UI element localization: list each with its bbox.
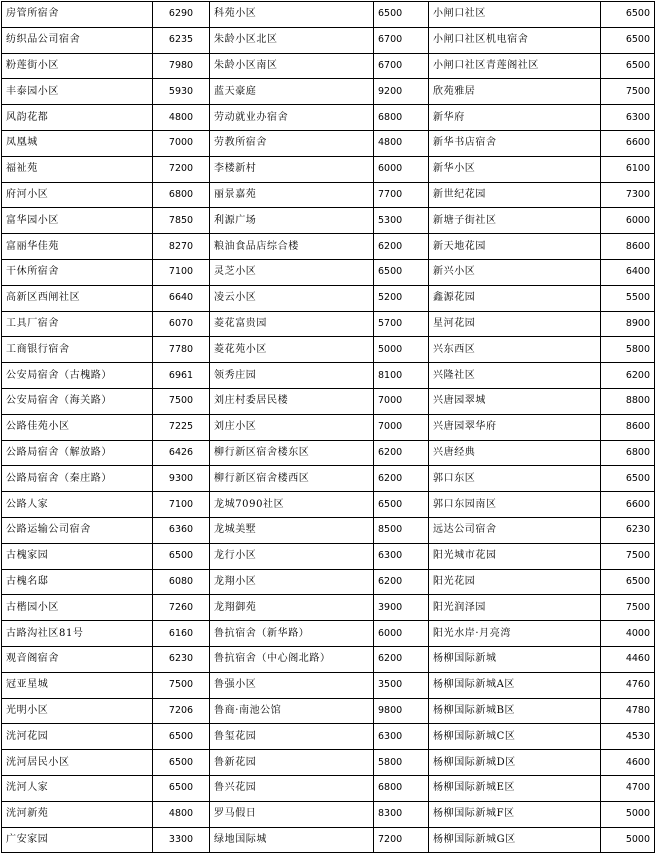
- price-cell: 3300: [153, 827, 210, 853]
- community-name-cell: 鲁玺花园: [210, 724, 374, 750]
- community-name-cell: 公路局宿舍（秦庄路）: [2, 466, 153, 492]
- price-cell: 9300: [153, 466, 210, 492]
- community-name-cell: 新世纪花园: [429, 182, 601, 208]
- price-cell: 9200: [374, 79, 429, 105]
- price-cell: 5930: [153, 79, 210, 105]
- community-name-cell: 阳光水岸·月亮湾: [429, 621, 601, 647]
- community-name-cell: 郭口东园南区: [429, 492, 601, 518]
- price-cell: 4800: [153, 801, 210, 827]
- price-cell: 7100: [153, 259, 210, 285]
- table-row: [2, 466, 655, 492]
- community-name-cell: 劳动就业办宿舍: [210, 105, 374, 131]
- price-cell: 6500: [153, 775, 210, 801]
- price-cell: 7260: [153, 595, 210, 621]
- price-cell: 7500: [601, 543, 655, 569]
- price-cell: 6000: [374, 621, 429, 647]
- community-name-cell: 龙城7090社区: [210, 492, 374, 518]
- price-cell: 6360: [153, 517, 210, 543]
- price-cell: 6800: [374, 105, 429, 131]
- table-row: [2, 79, 655, 105]
- table-row: [2, 130, 655, 156]
- price-cell: 6800: [601, 440, 655, 466]
- price-cell: 4800: [374, 130, 429, 156]
- table-row: [2, 543, 655, 569]
- price-cell: 7300: [601, 182, 655, 208]
- community-name-cell: 纺织品公司宿舍: [2, 27, 153, 53]
- price-cell: 7500: [153, 388, 210, 414]
- table-row: [2, 234, 655, 260]
- community-name-cell: 兴唐园翠华府: [429, 414, 601, 440]
- community-name-cell: 龙翔御苑: [210, 595, 374, 621]
- price-cell: 8600: [601, 234, 655, 260]
- table-row: [2, 388, 655, 414]
- community-name-cell: 凤凰城: [2, 130, 153, 156]
- community-name-cell: 兴唐园翠城: [429, 388, 601, 414]
- price-cell: 4760: [601, 672, 655, 698]
- community-name-cell: 龙翔小区: [210, 569, 374, 595]
- price-cell: 7000: [374, 414, 429, 440]
- table-row: [2, 517, 655, 543]
- community-name-cell: 菱花富贵园: [210, 311, 374, 337]
- price-cell: 6080: [153, 569, 210, 595]
- price-cell: 8600: [601, 414, 655, 440]
- price-cell: 4530: [601, 724, 655, 750]
- price-table-sheet: [1, 1, 654, 845]
- price-cell: 6500: [601, 27, 655, 53]
- community-name-cell: 新兴小区: [429, 259, 601, 285]
- table-row: [2, 156, 655, 182]
- table-row: [2, 621, 655, 647]
- community-name-cell: 灵芝小区: [210, 259, 374, 285]
- community-name-cell: 府河小区: [2, 182, 153, 208]
- price-cell: 6500: [601, 53, 655, 79]
- price-cell: 6500: [601, 2, 655, 28]
- community-name-cell: 古槐名邸: [2, 569, 153, 595]
- price-cell: 6200: [374, 569, 429, 595]
- price-cell: 5500: [601, 285, 655, 311]
- price-cell: 7200: [153, 156, 210, 182]
- table-row: [2, 363, 655, 389]
- price-cell: 4460: [601, 646, 655, 672]
- price-cell: 6600: [601, 492, 655, 518]
- community-name-cell: 观音阁宿舍: [2, 646, 153, 672]
- community-name-cell: 朱龄小区北区: [210, 27, 374, 53]
- price-cell: 8500: [374, 517, 429, 543]
- community-name-cell: 富华园小区: [2, 208, 153, 234]
- community-name-cell: 洸河新苑: [2, 801, 153, 827]
- price-cell: 6300: [601, 105, 655, 131]
- price-cell: 5700: [374, 311, 429, 337]
- price-cell: 3500: [374, 672, 429, 698]
- table-row: [2, 53, 655, 79]
- community-name-cell: 光明小区: [2, 698, 153, 724]
- community-name-cell: 富丽华佳苑: [2, 234, 153, 260]
- price-cell: 7000: [374, 388, 429, 414]
- price-cell: 6230: [601, 517, 655, 543]
- table-row: [2, 337, 655, 363]
- community-name-cell: 鲁商·南池公馆: [210, 698, 374, 724]
- community-name-cell: 公安局宿舍（海关路）: [2, 388, 153, 414]
- community-name-cell: 公安局宿舍（古槐路）: [2, 363, 153, 389]
- community-name-cell: 公路运输公司宿舍: [2, 517, 153, 543]
- price-cell: 7206: [153, 698, 210, 724]
- price-cell: 6160: [153, 621, 210, 647]
- price-cell: 6500: [601, 569, 655, 595]
- table-row: [2, 208, 655, 234]
- community-name-cell: 粉莲街小区: [2, 53, 153, 79]
- price-cell: 7980: [153, 53, 210, 79]
- price-cell: 6000: [601, 208, 655, 234]
- community-name-cell: 古楷园小区: [2, 595, 153, 621]
- table-row: [2, 105, 655, 131]
- community-name-cell: 柳行新区宿舍楼西区: [210, 466, 374, 492]
- table-row: [2, 801, 655, 827]
- community-name-cell: 龙行小区: [210, 543, 374, 569]
- community-name-cell: 远达公司宿舍: [429, 517, 601, 543]
- price-cell: 7000: [153, 130, 210, 156]
- price-cell: 6600: [601, 130, 655, 156]
- price-cell: 8100: [374, 363, 429, 389]
- community-name-cell: 欣苑雅居: [429, 79, 601, 105]
- community-name-cell: 新华府: [429, 105, 601, 131]
- table-row: [2, 750, 655, 776]
- community-name-cell: 冠亚星城: [2, 672, 153, 698]
- community-name-cell: 房管所宿舍: [2, 2, 153, 28]
- community-name-cell: 阳光润泽园: [429, 595, 601, 621]
- table-row: [2, 775, 655, 801]
- price-table: [1, 1, 655, 853]
- price-cell: 9800: [374, 698, 429, 724]
- table-row: [2, 646, 655, 672]
- price-cell: 6500: [374, 492, 429, 518]
- community-name-cell: 利源广场: [210, 208, 374, 234]
- community-name-cell: 小闸口社区青莲阁社区: [429, 53, 601, 79]
- community-name-cell: 鲁新花园: [210, 750, 374, 776]
- community-name-cell: 丽景嘉苑: [210, 182, 374, 208]
- community-name-cell: 杨柳国际新城C区: [429, 724, 601, 750]
- price-cell: 5200: [374, 285, 429, 311]
- community-name-cell: 福祉苑: [2, 156, 153, 182]
- community-name-cell: 新华小区: [429, 156, 601, 182]
- community-name-cell: 鲁强小区: [210, 672, 374, 698]
- community-name-cell: 新华书店宿舍: [429, 130, 601, 156]
- price-cell: 6500: [153, 724, 210, 750]
- price-cell: 6290: [153, 2, 210, 28]
- community-name-cell: 凌云小区: [210, 285, 374, 311]
- price-cell: 6500: [374, 2, 429, 28]
- price-cell: 6800: [374, 775, 429, 801]
- community-name-cell: 杨柳国际新城: [429, 646, 601, 672]
- community-name-cell: 新塘子街社区: [429, 208, 601, 234]
- community-name-cell: 鲁抗宿舍（中心阁北路）: [210, 646, 374, 672]
- price-cell: 6200: [374, 440, 429, 466]
- community-name-cell: 星河花园: [429, 311, 601, 337]
- community-name-cell: 公路人家: [2, 492, 153, 518]
- community-name-cell: 菱花苑小区: [210, 337, 374, 363]
- community-name-cell: 杨柳国际新城B区: [429, 698, 601, 724]
- price-cell: 5300: [374, 208, 429, 234]
- community-name-cell: 绿地国际城: [210, 827, 374, 853]
- price-cell: 7780: [153, 337, 210, 363]
- table-row: [2, 698, 655, 724]
- price-cell: 6500: [601, 466, 655, 492]
- community-name-cell: 柳行新区宿舍楼东区: [210, 440, 374, 466]
- price-cell: 4600: [601, 750, 655, 776]
- community-name-cell: 杨柳国际新城E区: [429, 775, 601, 801]
- community-name-cell: 阳光花园: [429, 569, 601, 595]
- table-row: [2, 27, 655, 53]
- community-name-cell: 劳教所宿舍: [210, 130, 374, 156]
- price-cell: 7225: [153, 414, 210, 440]
- community-name-cell: 鑫源花园: [429, 285, 601, 311]
- price-cell: 4780: [601, 698, 655, 724]
- price-cell: 6235: [153, 27, 210, 53]
- community-name-cell: 罗马假日: [210, 801, 374, 827]
- community-name-cell: 粮油食品店综合楼: [210, 234, 374, 260]
- price-cell: 4800: [153, 105, 210, 131]
- price-cell: 7850: [153, 208, 210, 234]
- table-row: [2, 595, 655, 621]
- price-cell: 6200: [601, 363, 655, 389]
- price-cell: 6500: [153, 543, 210, 569]
- table-row: [2, 672, 655, 698]
- price-cell: 6200: [374, 466, 429, 492]
- community-name-cell: 小闸口社区: [429, 2, 601, 28]
- community-name-cell: 公路局宿舍（解放路）: [2, 440, 153, 466]
- community-name-cell: 朱龄小区南区: [210, 53, 374, 79]
- community-name-cell: 郭口东区: [429, 466, 601, 492]
- price-cell: 7200: [374, 827, 429, 853]
- table-row: [2, 492, 655, 518]
- community-name-cell: 高新区西闸社区: [2, 285, 153, 311]
- community-name-cell: 洸河人家: [2, 775, 153, 801]
- community-name-cell: 新天地花园: [429, 234, 601, 260]
- price-cell: 6000: [374, 156, 429, 182]
- price-cell: 6300: [374, 724, 429, 750]
- community-name-cell: 工具厂宿舍: [2, 311, 153, 337]
- table-row: [2, 724, 655, 750]
- table-row: [2, 440, 655, 466]
- community-name-cell: 公路佳苑小区: [2, 414, 153, 440]
- price-cell: 6200: [374, 234, 429, 260]
- community-name-cell: 科苑小区: [210, 2, 374, 28]
- price-cell: 5000: [374, 337, 429, 363]
- community-name-cell: 兴隆社区: [429, 363, 601, 389]
- price-cell: 6700: [374, 53, 429, 79]
- community-name-cell: 杨柳国际新城D区: [429, 750, 601, 776]
- price-cell: 7500: [601, 595, 655, 621]
- price-cell: 7100: [153, 492, 210, 518]
- table-row: [2, 2, 655, 28]
- community-name-cell: 刘庄小区: [210, 414, 374, 440]
- community-name-cell: 杨柳国际新城A区: [429, 672, 601, 698]
- community-name-cell: 古槐家园: [2, 543, 153, 569]
- price-cell: 3900: [374, 595, 429, 621]
- price-cell: 6800: [153, 182, 210, 208]
- community-name-cell: 杨柳国际新城G区: [429, 827, 601, 853]
- community-name-cell: 鲁兴花园: [210, 775, 374, 801]
- price-cell: 8900: [601, 311, 655, 337]
- price-cell: 8300: [374, 801, 429, 827]
- price-cell: 8270: [153, 234, 210, 260]
- community-name-cell: 洸河花园: [2, 724, 153, 750]
- table-row: [2, 182, 655, 208]
- table-row: [2, 285, 655, 311]
- price-cell: 4700: [601, 775, 655, 801]
- community-name-cell: 广安家园: [2, 827, 153, 853]
- community-name-cell: 领秀庄园: [210, 363, 374, 389]
- table-row: [2, 569, 655, 595]
- price-cell: 6200: [374, 646, 429, 672]
- price-cell: 4000: [601, 621, 655, 647]
- community-name-cell: 工商银行宿舍: [2, 337, 153, 363]
- price-cell: 6400: [601, 259, 655, 285]
- table-row: [2, 827, 655, 853]
- community-name-cell: 洸河居民小区: [2, 750, 153, 776]
- table-row: [2, 259, 655, 285]
- price-cell: 5800: [374, 750, 429, 776]
- price-cell: 6500: [374, 259, 429, 285]
- community-name-cell: 兴唐经典: [429, 440, 601, 466]
- price-cell: 5800: [601, 337, 655, 363]
- community-name-cell: 杨柳国际新城F区: [429, 801, 601, 827]
- community-name-cell: 小闸口社区机电宿舍: [429, 27, 601, 53]
- community-name-cell: 鲁抗宿舍（新华路）: [210, 621, 374, 647]
- community-name-cell: 刘庄村委居民楼: [210, 388, 374, 414]
- price-cell: 7500: [153, 672, 210, 698]
- table-row: [2, 311, 655, 337]
- community-name-cell: 干休所宿舍: [2, 259, 153, 285]
- price-cell: 6070: [153, 311, 210, 337]
- community-name-cell: 龙城美墅: [210, 517, 374, 543]
- community-name-cell: 古路沟社区81号: [2, 621, 153, 647]
- price-cell: 6230: [153, 646, 210, 672]
- table-body: [2, 2, 655, 853]
- price-cell: 6961: [153, 363, 210, 389]
- table-row: [2, 414, 655, 440]
- price-cell: 7700: [374, 182, 429, 208]
- community-name-cell: 蓝天豪庭: [210, 79, 374, 105]
- price-cell: 6640: [153, 285, 210, 311]
- community-name-cell: 兴东西区: [429, 337, 601, 363]
- price-cell: 5000: [601, 801, 655, 827]
- price-cell: 6500: [153, 750, 210, 776]
- community-name-cell: 李楼新村: [210, 156, 374, 182]
- price-cell: 6700: [374, 27, 429, 53]
- price-cell: 6100: [601, 156, 655, 182]
- price-cell: 7500: [601, 79, 655, 105]
- price-cell: 5000: [601, 827, 655, 853]
- price-cell: 8800: [601, 388, 655, 414]
- price-cell: 6300: [374, 543, 429, 569]
- community-name-cell: 风韵花都: [2, 105, 153, 131]
- community-name-cell: 丰泰园小区: [2, 79, 153, 105]
- price-cell: 6426: [153, 440, 210, 466]
- community-name-cell: 阳光城市花园: [429, 543, 601, 569]
